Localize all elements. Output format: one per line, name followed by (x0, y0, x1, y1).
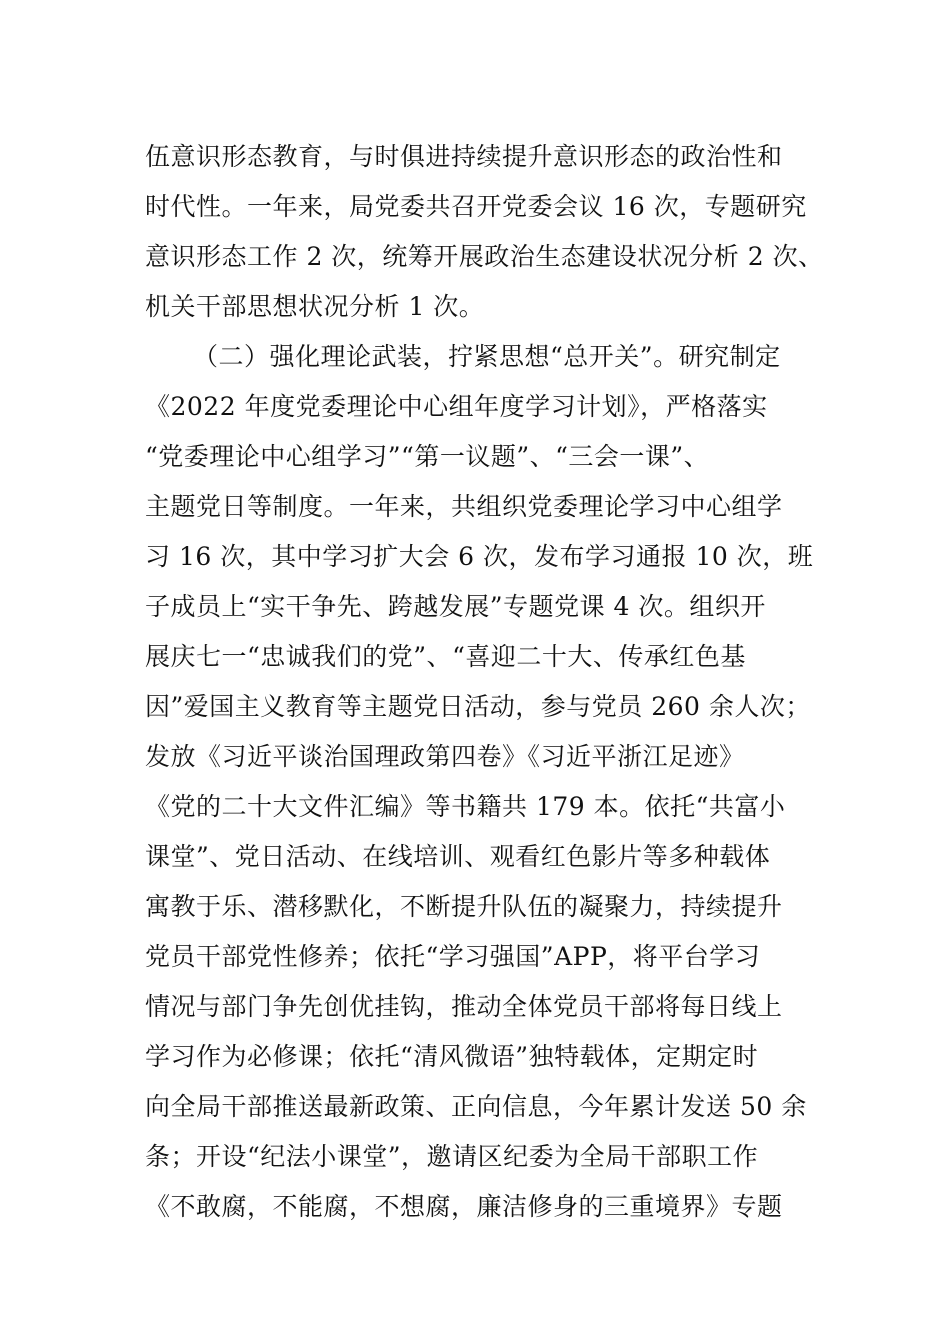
text-line: 习 16 次，其中学习扩大会 6 次，发布学习通报 10 次，班 (145, 542, 814, 571)
section-heading-line: （二）强化理论武装，拧紧思想“总开关”。研究制定 (193, 342, 781, 371)
text-line: 学习作为必修课；依托“清风微语”独特载体，定期定时 (145, 1042, 759, 1071)
text-line: 意识形态工作 2 次，统筹开展政治生态建设状况分析 2 次、 (145, 242, 824, 271)
text-line: 《2022 年度党委理论中心组年度学习计划》，严格落实 (145, 392, 768, 421)
text-line: 发放《习近平谈治国理政第四卷》《习近平浙江足迹》 (145, 742, 745, 771)
text-line: “党委理论中心组学习”“第一议题”、“三会一课”、 (145, 442, 710, 471)
text-line: 《党的二十大文件汇编》等书籍共 179 本。依托“共富小 (145, 792, 786, 821)
text-line: 向全局干部推送最新政策、正向信息，今年累计发送 50 余 (145, 1092, 807, 1121)
text-line: 情况与部门争先创优挂钩，推动全体党员干部将每日线上 (145, 992, 783, 1021)
text-line: 时代性。一年来，局党委共召开党委会议 16 次，专题研究 (145, 192, 807, 221)
text-line: 伍意识形态教育，与时俱进持续提升意识形态的政治性和 (145, 142, 783, 171)
text-line: 展庆七一“忠诚我们的党”、“喜迎二十大、传承红色基 (145, 642, 746, 671)
text-line: 子成员上“实干争先、跨越发展”专题党课 4 次。组织开 (145, 592, 766, 621)
text-line: 主题党日等制度。一年来，共组织党委理论学习中心组学 (145, 492, 783, 521)
text-line: 机关干部思想状况分析 1 次。 (145, 292, 485, 321)
body-text (145, 132, 825, 1232)
text-line: 课堂”、党日活动、在线培训、观看红色影片等多种载体 (145, 842, 771, 871)
text-line: 条；开设“纪法小课堂”，邀请区纪委为全局干部职工作 (145, 1142, 759, 1171)
text-line: 寓教于乐、潜移默化，不断提升队伍的凝聚力，持续提升 (145, 892, 783, 921)
text-line: 《不敢腐，不能腐，不想腐，廉洁修身的三重境界》专题 (145, 1192, 783, 1221)
text-line: 因”爱国主义教育等主题党日活动，参与党员 260 余人次； (145, 692, 811, 721)
text-line: 党员干部党性修养；依托“学习强国”APP，将平台学习 (145, 942, 761, 971)
